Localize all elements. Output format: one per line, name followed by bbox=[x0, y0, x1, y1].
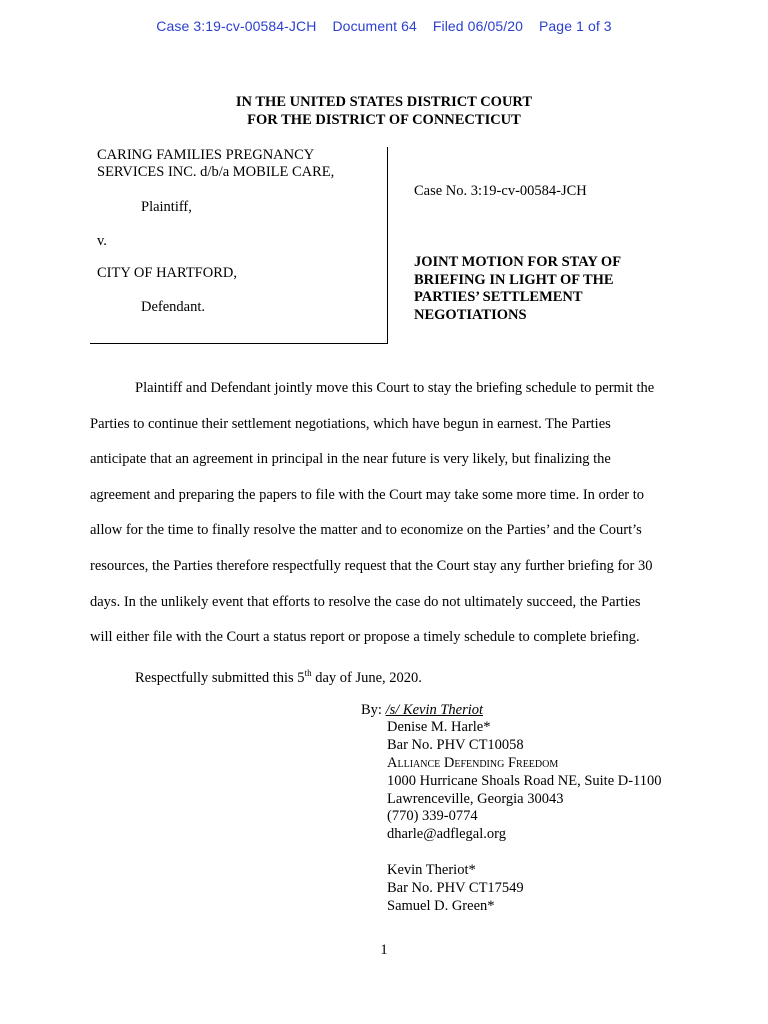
plaintiff-name-line-1: CARING FAMILIES PREGNANCY bbox=[97, 147, 315, 163]
caption-horizontal-rule bbox=[90, 343, 388, 344]
ordinal-suffix: th bbox=[304, 668, 312, 678]
ecf-header-stamp bbox=[0, 18, 768, 34]
document-number-stamp: Document 64 bbox=[332, 18, 417, 34]
attorney-name: Denise M. Harle* bbox=[387, 719, 491, 735]
caption-vertical-rule bbox=[387, 147, 388, 344]
plaintiff-name-line-2: SERVICES INC. d/b/a MOBILE CARE, bbox=[97, 164, 335, 180]
body-text-line: allow for the time to finally resolve the matter and to economize on the Parties’ and the Court’s bbox=[90, 522, 642, 538]
bar-number: Bar No. PHV CT17549 bbox=[387, 880, 524, 896]
page-count-stamp: Page 1 of 3 bbox=[538, 18, 612, 34]
body-text-line: agreement and preparing the papers to file with the Court may take some more time. In order to bbox=[90, 487, 645, 503]
page-number: 1 bbox=[380, 942, 388, 958]
body-text-line: anticipate that an agreement in principal in the near future is very likely, but finalizing the bbox=[90, 451, 611, 467]
defendant-name: CITY OF HARTFORD, bbox=[97, 265, 237, 281]
court-title-line-2: FOR THE DISTRICT OF CONNECTICUT bbox=[247, 112, 521, 128]
submission-date-line: Respectfully submitted this 5th day of June, 2020. bbox=[135, 668, 422, 686]
plaintiff-role: Plaintiff, bbox=[141, 199, 192, 215]
address-line-1: 1000 Hurricane Shoals Road NE, Suite D-1100 bbox=[387, 773, 662, 789]
electronic-signature: /s/ Kevin Theriot bbox=[385, 702, 484, 718]
by-label: By: bbox=[361, 702, 382, 718]
case-number: Case No. 3:19-cv-00584-JCH bbox=[414, 183, 587, 199]
bar-number: Bar No. PHV CT10058 bbox=[387, 737, 524, 753]
case-number-stamp: Case 3:19-cv-00584-JCH bbox=[156, 18, 317, 34]
court-title-line-1: IN THE UNITED STATES DISTRICT COURT bbox=[235, 94, 533, 110]
submission-date-suffix: day of June, 2020. bbox=[311, 669, 422, 686]
motion-title-line: PARTIES’ SETTLEMENT bbox=[414, 289, 583, 305]
motion-title-line: BRIEFING IN LIGHT OF THE bbox=[414, 271, 614, 288]
defendant-role: Defendant. bbox=[141, 299, 206, 315]
body-text-line: resources, the Parties therefore respectfully request that the Court stay any further briefing for 30 bbox=[90, 558, 653, 574]
phone-number: (770) 339-0774 bbox=[387, 808, 478, 824]
motion-title-line: NEGOTIATIONS bbox=[414, 306, 527, 323]
body-text-line: days. In the unlikely event that efforts to resolve the case do not ultimately succeed, the Parties bbox=[90, 594, 641, 610]
body-text-line: Parties to continue their settlement negotiations, which have begun in earnest. The Parties bbox=[90, 416, 611, 432]
body-text-line: Plaintiff and Defendant jointly move this Court to stay the briefing schedule to permit the bbox=[135, 380, 655, 396]
address-line-2: Lawrenceville, Georgia 30043 bbox=[387, 791, 564, 807]
versus-label: v. bbox=[97, 233, 107, 249]
attorney-name: Samuel D. Green* bbox=[387, 898, 495, 914]
body-text-line: will either file with the Court a status report or propose a timely schedule to complete briefing. bbox=[90, 629, 640, 645]
signature-line bbox=[361, 702, 521, 720]
motion-title bbox=[414, 254, 674, 324]
organization-name: Alliance Defending Freedom bbox=[387, 755, 559, 771]
email-address: dharle@adflegal.org bbox=[387, 826, 506, 842]
filed-date-stamp: Filed 06/05/20 bbox=[432, 18, 523, 34]
attorney-name: Kevin Theriot* bbox=[387, 862, 476, 878]
motion-title-line: JOINT MOTION FOR STAY OF bbox=[414, 254, 622, 270]
